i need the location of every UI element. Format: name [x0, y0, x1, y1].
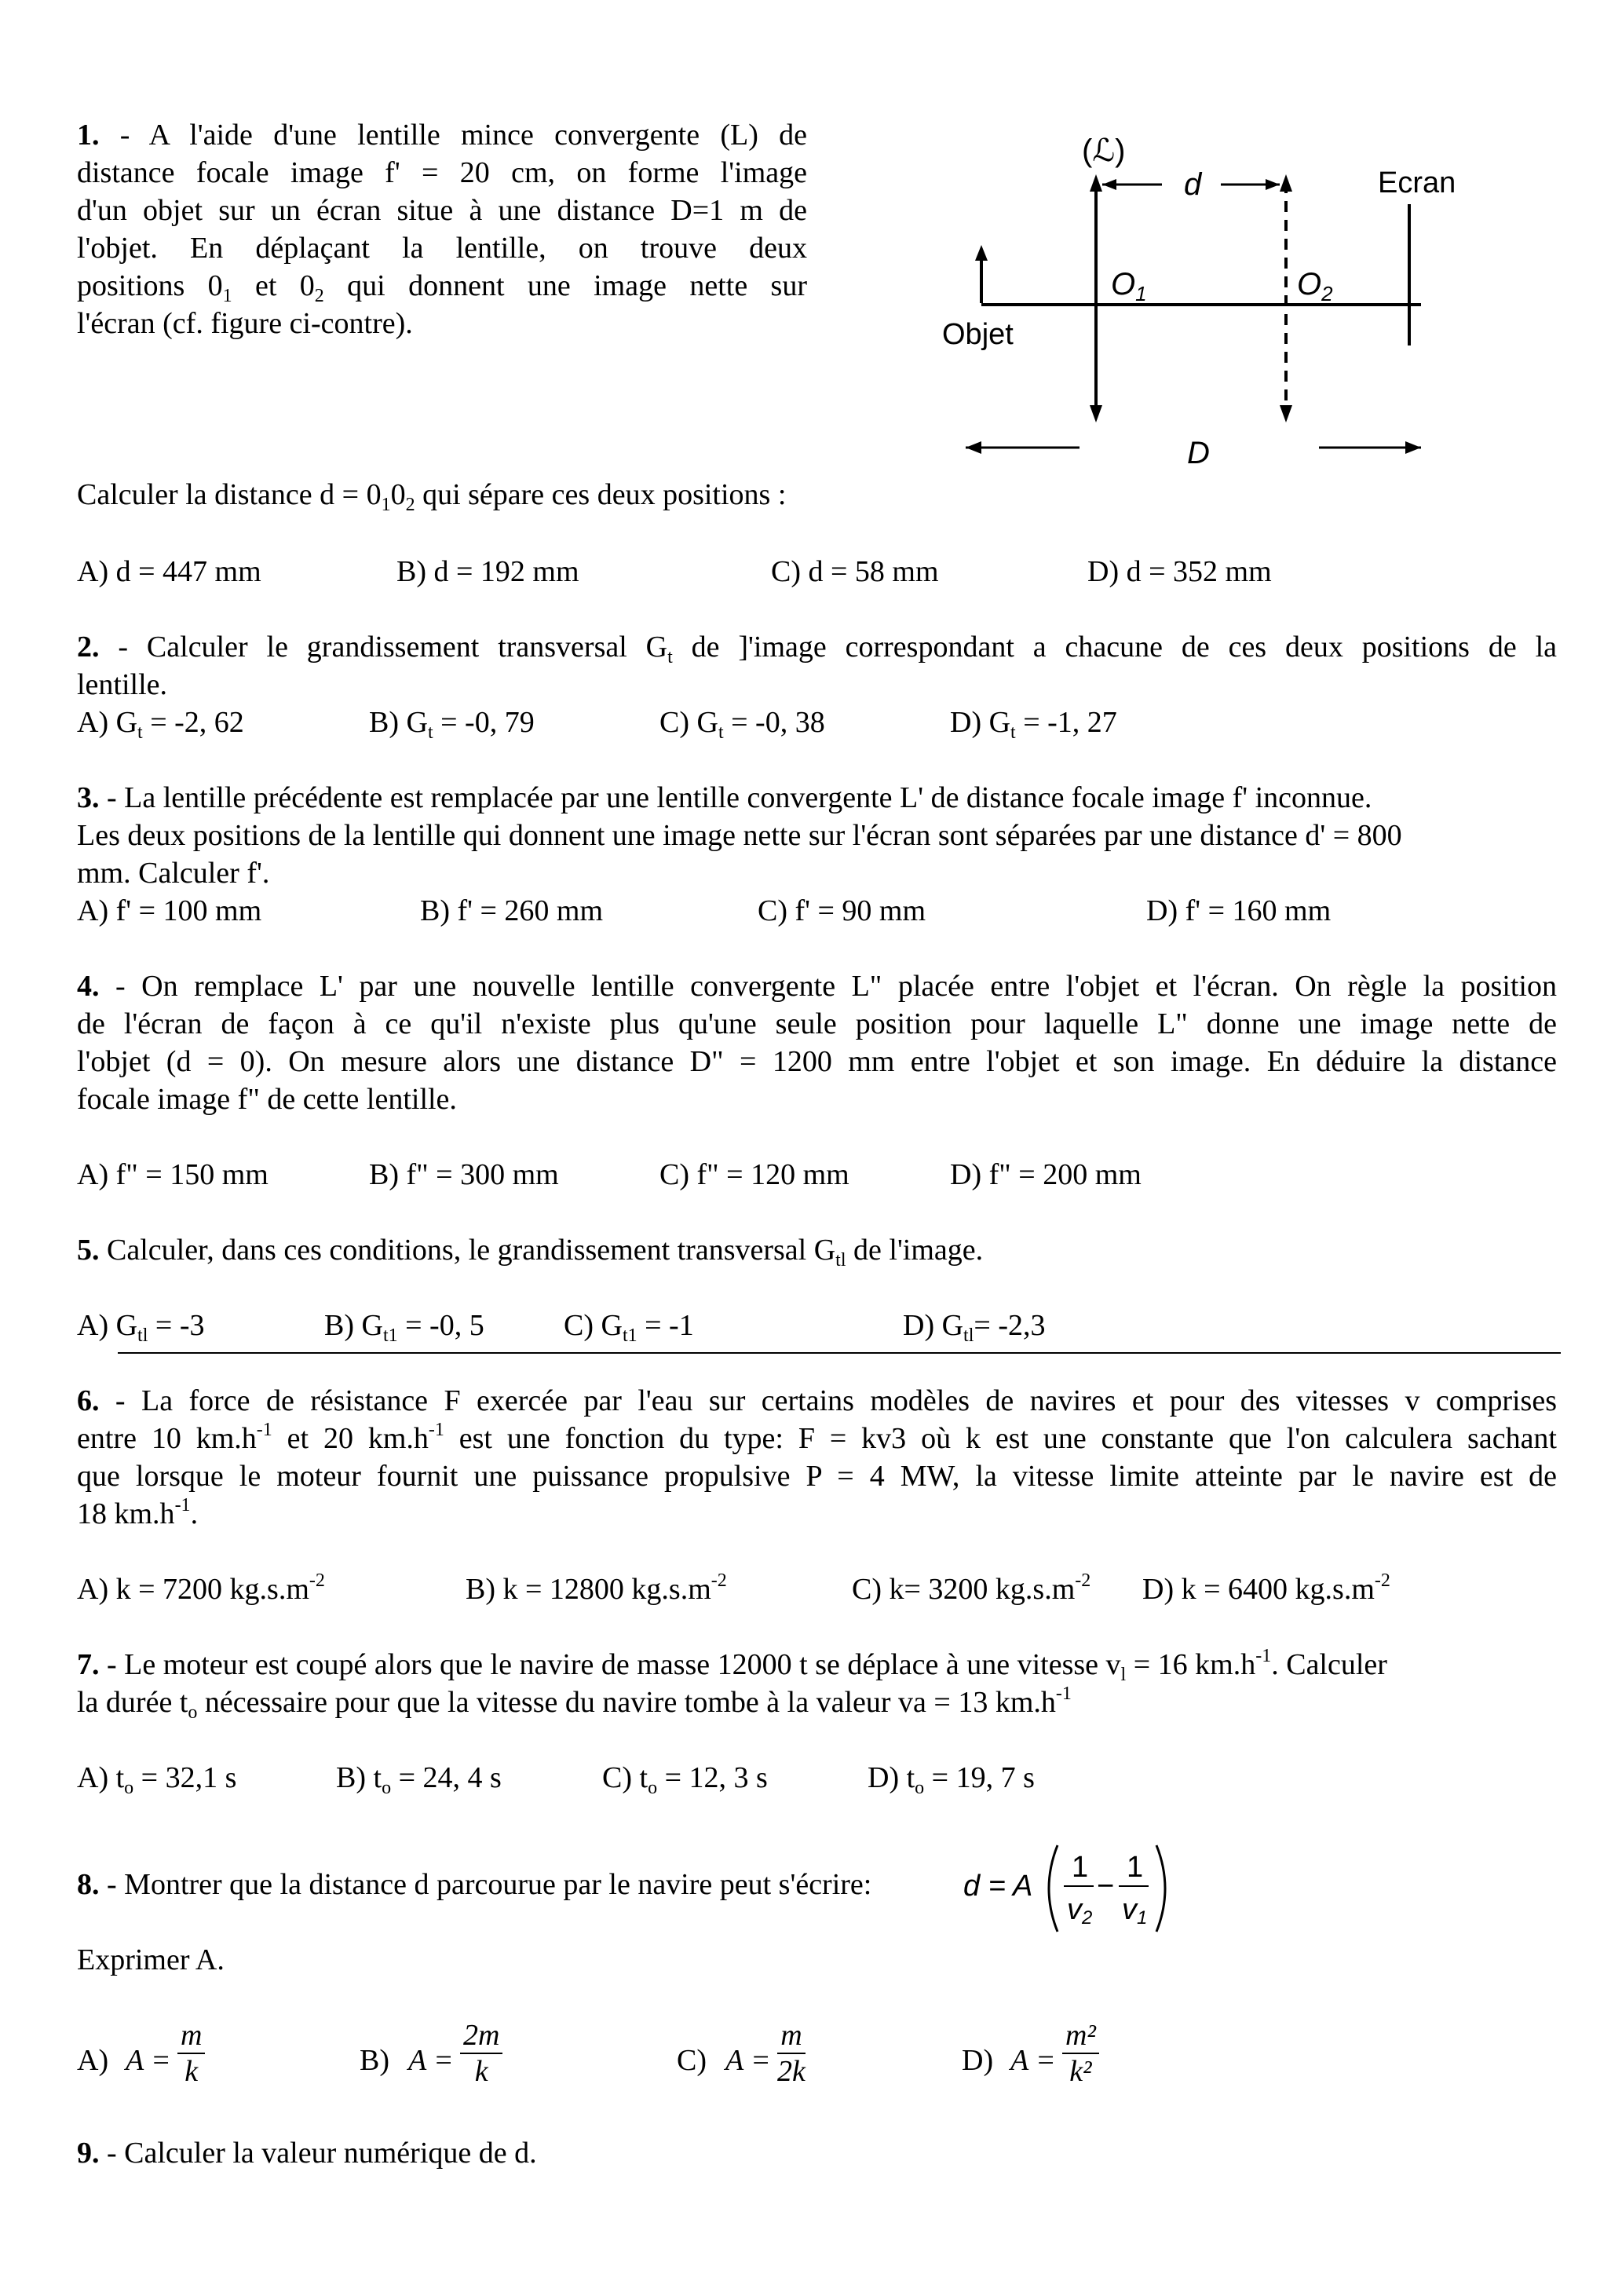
q3-line-1: 3. - La lentille précédente est remplacée par une lentille convergente L' de distance focale image f' inconnue. — [77, 781, 1372, 814]
q5-option-a[interactable]: A) $G_{tl} = -3$ — [77, 1309, 205, 1346]
q6-line-3: que lorsque le moteur fournit une puissance propulsive P = 4 MW, la vitesse limite atteinte par le navire est de — [77, 1460, 1557, 1493]
q2-option-a[interactable]: A) $G_t = -2$, 62 — [77, 706, 244, 743]
q6-option-c[interactable]: C) k= 3200 $kg.s.m^{-2}$ — [852, 1570, 1091, 1606]
q1-line-1: 1. - A l'aide d'une lentille mince convergente (L) de — [77, 119, 808, 152]
q3-option-a[interactable]: A) f' = 100 mm — [77, 894, 262, 927]
q1-line-5: positions $0_1$ et $0_2$ qui donnent une image nette sur — [77, 269, 807, 306]
lens-label: (ℒ) — [1082, 133, 1126, 168]
q7-option-d[interactable]: D) $t_o = 19$, 7 s — [868, 1761, 1035, 1798]
q8-option-c[interactable]: C) A = $\frac{m}{2k}$ — [677, 2019, 806, 2088]
q8-option-b[interactable]: B) A = $\frac{2m}{k}$ — [360, 2018, 532, 2104]
q8-option-d[interactable]: D) A = $\frac{\text{m²}}{\text{k²}}$ — [962, 2018, 1134, 2104]
lens-diagram — [911, 126, 1456, 471]
svg-text:−: − — [1097, 1870, 1115, 1903]
q1-line-6: l'écran (cf. figure ci-contre). — [77, 307, 413, 340]
svg-text:d = A: d = A — [963, 1870, 1033, 1903]
o1-label: $O_1$ — [1111, 267, 1147, 305]
q4-option-d[interactable]: D) f" = 200 mm — [950, 1158, 1142, 1191]
d-label: d — [1184, 167, 1202, 202]
q7-option-b[interactable]: B) $t_o = 24$, 4 s — [336, 1761, 502, 1798]
q1-option-b[interactable]: B) d = 192 mm — [396, 555, 579, 588]
q1-line-2: distance focale image f' = 20 cm, on forme l'image — [77, 156, 807, 189]
q2-option-b[interactable]: B) $G_t = -0$, 79 — [369, 706, 535, 743]
separator-line — [118, 1352, 1561, 1354]
q4-option-c[interactable]: C) f" = 120 mm — [659, 1158, 849, 1191]
svg-text:v2: v2 — [1067, 1893, 1093, 1929]
q1-line-4: l'objet. En déplaçant la lentille, on trouve deux — [77, 232, 807, 265]
q3-line-3: mm. Calculer f'. — [77, 857, 270, 890]
q4-line-4: focale image f" de cette lentille. — [77, 1083, 457, 1116]
svg-text:1: 1 — [1127, 1851, 1144, 1884]
svg-text:1: 1 — [1072, 1851, 1089, 1884]
q5-option-d[interactable]: D) $G_{tl}= -2,3$ — [903, 1309, 1046, 1346]
q6-option-d[interactable]: D) k = 6400 $kg.s.m^{-2}$ — [1142, 1570, 1390, 1606]
q1-option-a[interactable]: A) d = 447 mm — [77, 555, 261, 588]
D-label: D — [1187, 436, 1210, 470]
q1-line-3: d'un objet sur un écran situe à une distance D=1 m de — [77, 194, 807, 227]
ecran-label: Ecran — [1378, 166, 1456, 199]
q6-option-a[interactable]: A) k = 7200 $kg.s.m^{-2}$ — [77, 1570, 325, 1606]
q4-line-2: de l'écran de façon à ce qu'il n'existe plus qu'une seule position pour laquelle L" donne une image nette de — [77, 1007, 1557, 1040]
q9-text: 9. - Calculer la valeur numérique de d. — [77, 2137, 537, 2170]
q5-text: 5. Calculer, dans ces conditions, le grandissement transversal $G_{tl}$ de l'image. — [77, 1234, 984, 1270]
q6-line-2: entre 10 $km.h^{-1}$ et 20 $km.h^{-1}$ est une fonction du type: F = kv3 où k est une constante que l'on calculera sachant — [77, 1420, 1557, 1455]
q5-option-c[interactable]: C) $G_{t1} = -1$ — [564, 1309, 694, 1346]
q4-option-b[interactable]: B) f" = 300 mm — [369, 1158, 559, 1191]
svg-text:v1: v1 — [1122, 1893, 1148, 1929]
q7-line-2: la durée $t_o$ nécessaire pour que la vitesse du navire tombe à la valeur va = 13 $km.h^{-1}$ — [77, 1684, 1072, 1723]
q2-option-c[interactable]: C) $G_t = -0$, 38 — [659, 706, 825, 743]
q7-option-a[interactable]: A) $t_o = 32,1$ s — [77, 1761, 237, 1798]
q6-line-4: 18 $km.h^{-1}$. — [77, 1495, 199, 1530]
q8-option-a[interactable]: A) A = $\frac{m}{k}$ — [77, 2018, 250, 2104]
q3-line-2: Les deux positions de la lentille qui donnent une image nette sur l'écran sont séparées par une distance d' = 800 — [77, 819, 1402, 852]
q1-question: Calculer la distance $d = 0_10_2$ qui sépare ces deux positions : — [77, 478, 787, 515]
q6-option-b[interactable]: B) k = 12800 $kg.s.m^{-2}$ — [466, 1570, 727, 1606]
q8-text: 8. - Montrer que la distance d parcourue par le navire peut s'écrire: — [77, 1868, 872, 1901]
objet-label: Objet — [942, 318, 1014, 351]
q3-option-b[interactable]: B) f' = 260 mm — [420, 894, 604, 927]
q2-line-1: 2. - Calculer le grandissement transversal $G_t$ de ]'image correspondant a chacune de ces deux positions de la — [77, 631, 1558, 667]
q8-exprimer: Exprimer A. — [77, 1943, 225, 1976]
q4-line-3: l'objet (d = 0). On mesure alors une distance D" = 1200 mm entre l'objet et son image. En déduire la distance — [77, 1045, 1557, 1078]
q6-line-1: 6. - La force de résistance F exercée par l'eau sur certains modèles de navires et pour des vitesses v comprises — [77, 1384, 1557, 1417]
q1-option-d[interactable]: D) d = 352 mm — [1087, 555, 1272, 588]
q8-equation — [962, 1837, 1182, 1940]
q1-number: 1. — [77, 119, 100, 152]
q2-option-d[interactable]: D) $G_t = -1$, 27 — [950, 706, 1117, 743]
q1-option-c[interactable]: C) d = 58 mm — [771, 555, 939, 588]
q4-line-1: 4. - On remplace L' par une nouvelle lentille convergente L" placée entre l'objet et l'écran. On règle la position — [77, 970, 1557, 1003]
q3-option-c[interactable]: C) f' = 90 mm — [758, 894, 926, 927]
o2-label: $O_2$ — [1297, 267, 1333, 305]
q7-line-1: 7. - Le moteur est coupé alors que le navire de masse 12000 t se déplace à une vitesse $v_l = 16$ $km.h^{-1}$. Calculer — [77, 1646, 1387, 1685]
q7-option-c[interactable]: C) $t_o = 12$, 3 s — [602, 1761, 768, 1798]
q2-line-2: lentille. — [77, 668, 168, 701]
q3-option-d[interactable]: D) f' = 160 mm — [1146, 894, 1332, 927]
q4-option-a[interactable]: A) f" = 150 mm — [77, 1158, 269, 1191]
q5-option-b[interactable]: B) $G_{t1} = -0$, 5 — [324, 1309, 484, 1346]
